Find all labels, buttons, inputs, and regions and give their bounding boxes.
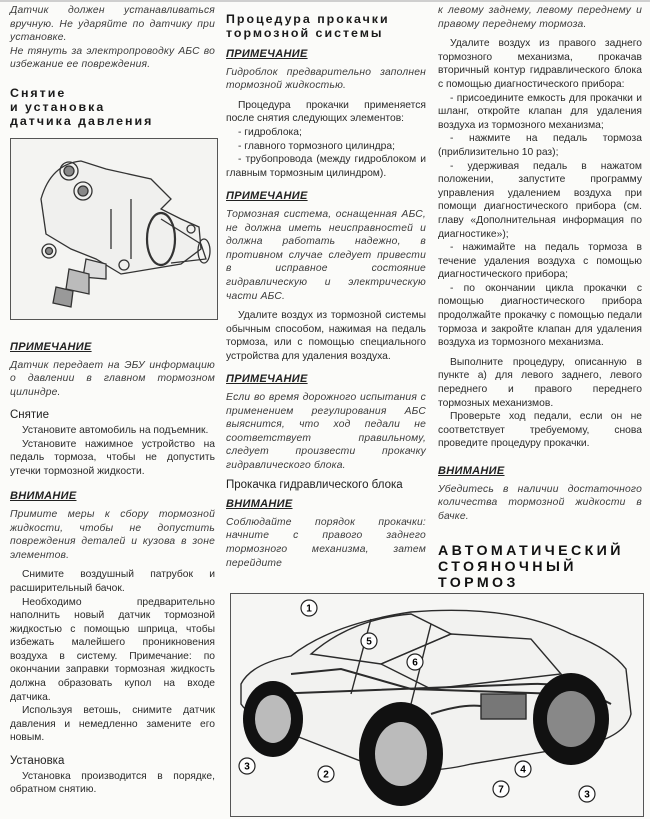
attention-text: Убедитесь в наличии достаточного количества тормозной жидкости в бачке. [438, 483, 642, 522]
parking-brake-figure [230, 593, 644, 817]
callout-1 [301, 600, 317, 616]
callout-label: 4 [520, 764, 526, 776]
step-paragraph: Снимите воздушный патрубок и расширительный бачок. [10, 569, 215, 594]
note-label: ПРИМЕЧАНИЕ [226, 48, 308, 60]
attention-label: ВНИМАНИЕ [226, 498, 293, 511]
note-label: ПРИМЕЧАНИЕ [226, 190, 308, 203]
callout-label: 5 [366, 636, 372, 648]
check-paragraph: Проверьте ход педали, если он не соответствует требуемому, снова проведите процедуру прокачки. [438, 411, 642, 450]
list-item: - по окончании цикла прокачки с помощью диагностического прибора продолжайте прокачку с помощью педали тормоза и закройте клапан для удаления воздуха из тормозного механизма. [438, 282, 642, 349]
column-2 [226, 4, 426, 570]
callout-2 [318, 766, 334, 782]
column-3 [438, 4, 642, 591]
attention-label: ВНИМАНИЕ [10, 490, 77, 503]
page-top-rule [0, 0, 650, 2]
list-item: - трубопровода (между гидроблоком и главным тормозным цилиндром). [226, 154, 426, 179]
callout-label: 1 [306, 603, 312, 615]
bleed-paragraph: Удалите воздух из тормозной системы обычным способом, нажимая на педаль тормоза, или с помощью специального устройства для удаления воздуха. [226, 310, 426, 362]
column-1-lower [10, 333, 215, 797]
attention-label: ВНИМАНИЕ [438, 465, 505, 477]
title-line: СТОЯНОЧНЫЙ ТОРМОЗ [438, 559, 577, 592]
list-item: - нажмите на педаль тормоза (приблизительно 10 раз); [438, 133, 642, 158]
title-line: датчика давления [10, 113, 154, 128]
callout-label: 6 [412, 657, 418, 669]
step-paragraph: Используя ветошь, снимите датчик давления и немедленно замените его новым. [10, 705, 215, 744]
title-line: АВТОМАТИЧЕСКИЙ [438, 543, 624, 560]
install-heading: Установка [10, 755, 65, 768]
column-1 [10, 4, 215, 136]
intro-paragraph: Процедура прокачки применяется после снятия следующих элементов: [226, 99, 426, 125]
note-label: ПРИМЕЧАНИЕ [10, 341, 92, 353]
note-text: Тормозная система, оснащенная АБС, не должна иметь неисправностей и должна работать надежно, в противном случае следует привести в исправное состояние гидравлическую и электрическую части АБС. [226, 208, 426, 302]
intro-paragraph: Удалите воздух из правого заднего тормозного механизма, прокачав вторичный контур гидравлического блока с помощью диагностического прибора: [438, 38, 642, 90]
subheading: Прокачка гидравлического блока [226, 478, 403, 491]
callout-4 [515, 761, 531, 777]
warning-text: Не тянуть за электропроводку АБС во избежание ее повреждения. [10, 45, 215, 71]
title-line: Процедура прокачки [226, 12, 390, 26]
callout-6 [407, 654, 423, 670]
title-line: и установка [10, 99, 106, 114]
step-paragraph: Необходимо предварительно наполнить новый датчик тормозной жидкостью с помощью шприца, чтобы избежать малейшего проникновения воздуха в систему. Примечание: по окончании заправки тормозная жидкость должна образовать купол на входе датчика. [10, 596, 215, 703]
section-title-parking-brake [438, 543, 642, 591]
list-item: - удерживая педаль в нажатом положении, запустите программу управления удалением воздуха при помощи диагностического прибора (см. главу «Дополнительная информация по диагностике»); [438, 160, 642, 240]
callout-5 [361, 633, 377, 649]
callout-label: 7 [498, 784, 504, 796]
callout-3 [239, 758, 255, 774]
callout-label: 3 [244, 761, 250, 773]
section-title-sensor [10, 86, 215, 128]
removal-heading: Снятие [10, 409, 49, 422]
list-item: - гидроблока; [238, 126, 302, 138]
title-line: тормозной системы [226, 26, 384, 40]
attention-text: Примите меры к сбору тормозной жидкости, чтобы не допустить повреждения деталей и кузова в зоне элементов. [10, 508, 215, 561]
note-label: ПРИМЕЧАНИЕ [226, 373, 308, 386]
list-item: - присоедините емкость для прокачки и шланг, откройте клапан для удаления воздуха из тормозного механизма; [438, 92, 642, 131]
pressure-sensor-figure [10, 138, 218, 320]
warning-text: Датчик должен устанавливаться вручную. Не ударяйте по датчику при установке. [10, 5, 215, 44]
removal-paragraph: Установите автомобиль на подъемник. [22, 424, 209, 436]
note-text: Датчик передает на ЭБУ информацию о давлении в главном тормозном цилиндре. [10, 359, 215, 398]
callout-7 [493, 781, 509, 797]
title-line: Снятие [10, 85, 67, 100]
install-text: Установка производится в порядке, обратном снятию. [10, 770, 215, 796]
list-item: - нажимайте на педаль тормоза в течение удаления воздуха с помощью диагностического прибора; [438, 242, 642, 281]
removal-paragraph: Установите нажимное устройство на педаль тормоза, чтобы не допустить утечки тормозной жидкости. [10, 438, 215, 477]
attention-text: Соблюдайте порядок прокачки: начните с правого заднего тормозного механизма, затем перейдите [226, 516, 426, 569]
callout-label: 2 [323, 769, 329, 781]
note-text: Гидроблок предварительно заполнен тормозной жидкостью. [226, 66, 426, 92]
callout-3 [579, 786, 595, 802]
section-title-bleeding [226, 12, 426, 40]
car-diagram [231, 594, 643, 816]
list-item: - главного тормозного цилиндра; [238, 140, 395, 152]
note-text: Если во время дорожного испытания с применением регулирования АБС выяснится, что ход педали не соответствует правильному, следует произвести прокачку гидравлического блока. [226, 392, 426, 472]
repeat-paragraph: Выполните процедуру, описанную в пункте а) для левого заднего, левого переднего и правого переднего тормозных механизмов. [438, 356, 642, 409]
callout-label: 3 [584, 789, 590, 801]
attention-continued: к левому заднему, левому переднему и правому переднему тормоза. [438, 5, 642, 30]
master-cylinder-drawing [11, 139, 217, 319]
